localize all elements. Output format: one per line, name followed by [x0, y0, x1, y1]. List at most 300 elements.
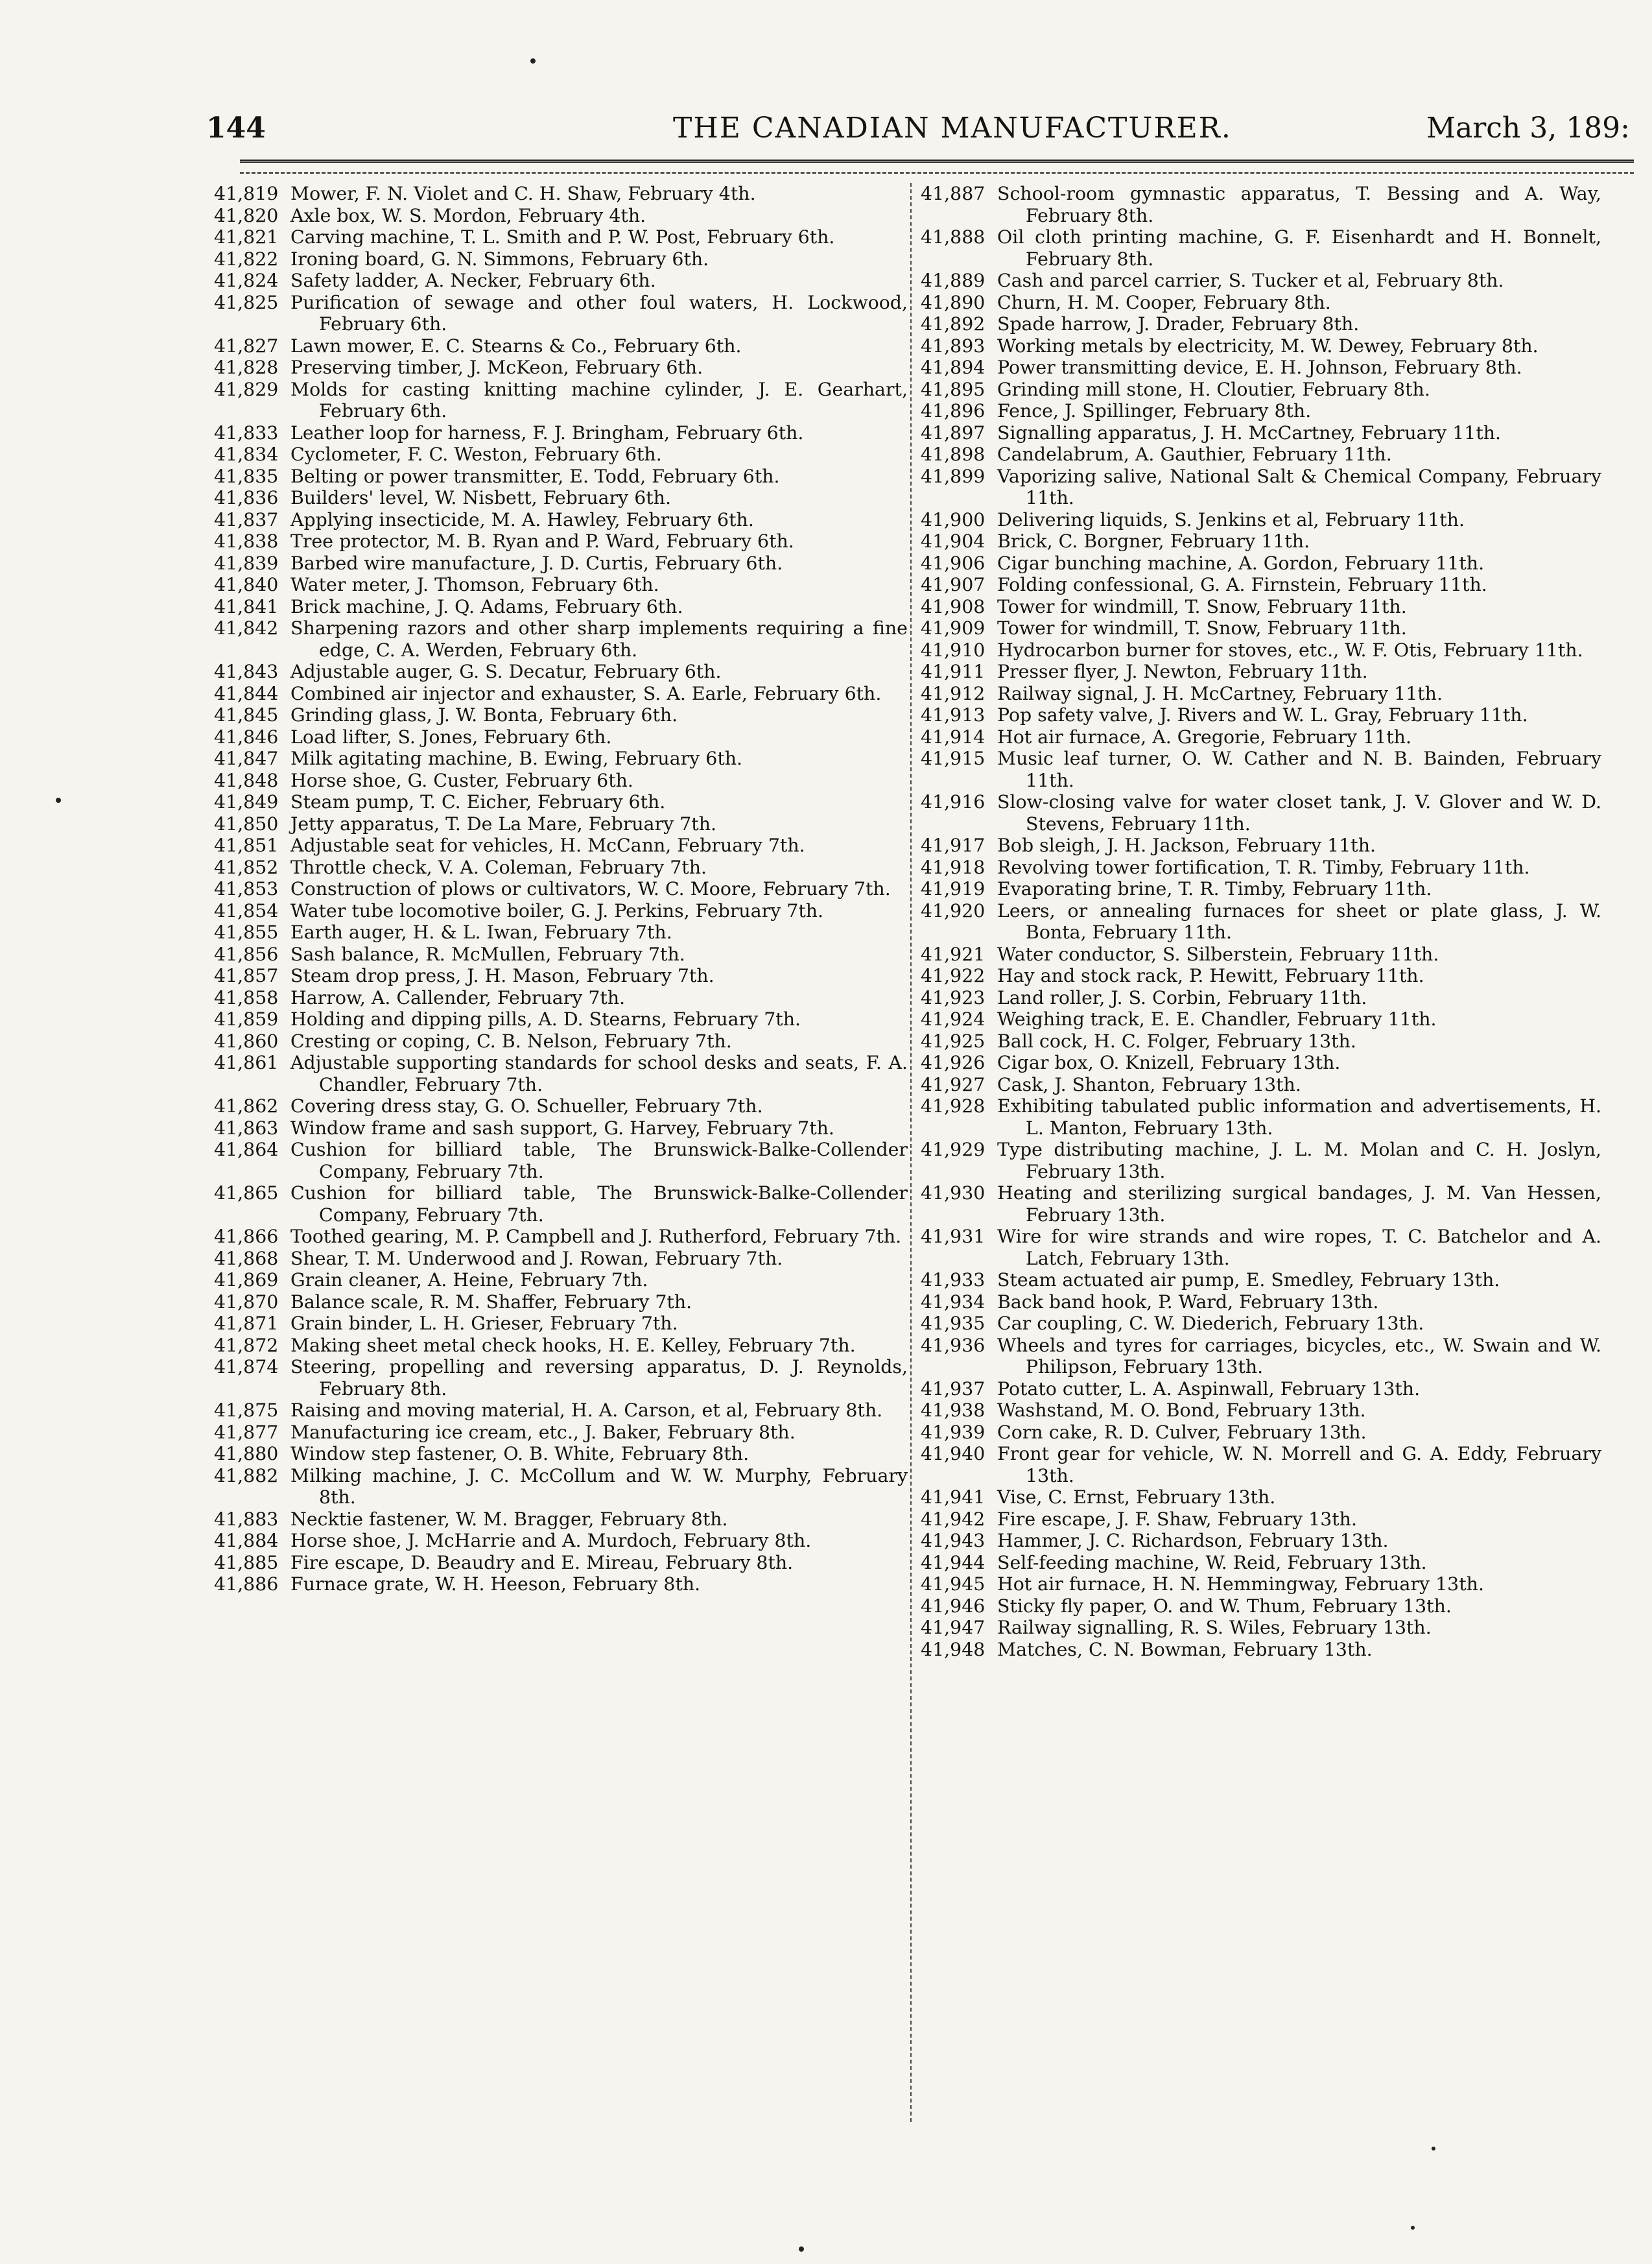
patent-entry — [921, 1508, 1601, 1531]
patent-number: 41,910 — [921, 639, 985, 661]
patent-entry — [214, 292, 908, 335]
patent-entry — [214, 509, 908, 531]
patent-entry — [214, 1031, 908, 1053]
patent-description: Cyclometer, F. C. Weston, February 6th. — [290, 444, 662, 465]
patent-description: Railway signalling, R. S. Wiles, February 13th. — [997, 1617, 1432, 1638]
patent-description: Hot air furnace, A. Gregorie, February 11th. — [997, 726, 1411, 748]
header-rule — [240, 160, 1634, 174]
patent-entry — [214, 791, 908, 813]
patent-description: Furnace grate, W. H. Heeson, February 8th. — [290, 1573, 701, 1595]
patent-entry — [214, 553, 908, 575]
patent-description: Tower for windmill, T. Snow, February 11th. — [997, 595, 1407, 617]
patent-description: Cushion for billiard table, The Brunswick-Balke-Collender Company, February 7th. — [290, 1182, 908, 1226]
patent-entry — [214, 683, 908, 705]
patent-entry — [921, 1139, 1601, 1182]
patent-number: 41,824 — [214, 270, 279, 291]
patent-number: 41,929 — [921, 1139, 985, 1160]
patent-number: 41,926 — [921, 1052, 985, 1073]
patent-number: 41,842 — [214, 617, 279, 639]
patent-description: Railway signal, J. H. McCartney, February 11th. — [997, 682, 1443, 704]
patent-number: 41,938 — [921, 1400, 985, 1421]
patent-number: 41,829 — [214, 378, 279, 400]
patent-description: Back band hook, P. Ward, February 13th. — [997, 1291, 1379, 1313]
patent-entry — [214, 1117, 908, 1139]
patent-number: 41,837 — [214, 508, 279, 530]
patent-number: 41,840 — [214, 574, 279, 595]
patent-number: 41,838 — [214, 530, 279, 552]
patent-entry — [921, 596, 1601, 618]
patent-description: Harrow, A. Callender, February 7th. — [290, 986, 626, 1008]
patent-number: 41,865 — [214, 1182, 279, 1204]
patent-number: 41,847 — [214, 748, 279, 769]
patent-entry — [921, 1335, 1601, 1378]
column-divider — [910, 183, 912, 2122]
patent-entry — [214, 1465, 908, 1508]
patent-number: 41,858 — [214, 986, 279, 1008]
patent-entry — [921, 313, 1601, 335]
patent-description: Delivering liquids, S. Jenkins et al, February 11th. — [997, 508, 1465, 530]
patent-description: Raising and moving material, H. A. Carson, et al, February 8th. — [290, 1400, 883, 1421]
patent-entry — [214, 704, 908, 726]
patent-entry — [921, 1422, 1601, 1444]
patent-description: Grain cleaner, A. Heine, February 7th. — [290, 1269, 648, 1291]
patent-number: 41,920 — [921, 900, 985, 922]
patent-number: 41,875 — [214, 1400, 279, 1421]
patent-description: Purification of sewage and other foul waters, H. Lockwood, February 6th. — [290, 291, 908, 335]
patent-entry — [921, 1639, 1601, 1661]
patent-entry — [214, 878, 908, 900]
patent-entry — [921, 857, 1601, 879]
patent-description: Steering, propelling and reversing apparatus, D. J. Reynolds, February 8th. — [290, 1356, 908, 1400]
patent-description: Cigar bunching machine, A. Gordon, February 11th. — [997, 552, 1485, 574]
patent-description: Vise, C. Ernst, February 13th. — [997, 1486, 1276, 1508]
patent-description: Water tube locomotive boiler, G. J. Perkins, February 7th. — [290, 900, 824, 922]
patent-number: 41,850 — [214, 813, 279, 835]
patent-number: 41,872 — [214, 1334, 279, 1356]
patent-entry — [921, 335, 1601, 357]
patent-description: Matches, C. N. Bowman, February 13th. — [997, 1638, 1373, 1660]
patent-number: 41,880 — [214, 1443, 279, 1464]
patent-description: Water meter, J. Thomson, February 6th. — [290, 574, 659, 595]
patent-number: 41,851 — [214, 835, 279, 856]
patent-number: 41,839 — [214, 552, 279, 574]
patent-description: Holding and dipping pills, A. D. Stearns, February 7th. — [290, 1008, 801, 1030]
patent-number: 41,941 — [921, 1486, 985, 1508]
patent-number: 41,886 — [214, 1573, 279, 1595]
patent-entry — [921, 1008, 1601, 1031]
patent-number: 41,864 — [214, 1139, 279, 1160]
patent-entry — [214, 530, 908, 553]
patent-description: Land roller, J. S. Corbin, February 11th. — [997, 986, 1367, 1008]
patent-description: Bob sleigh, J. H. Jackson, February 11th. — [997, 835, 1376, 856]
patent-description: School-room gymnastic apparatus, T. Bessing and A. Way, February 8th. — [997, 183, 1601, 226]
patent-description: Wire for wire strands and wire ropes, T. C. Batchelor and A. Latch, February 13th. — [997, 1226, 1601, 1269]
patent-description: Ironing board, G. N. Simmons, February 6th. — [290, 248, 709, 270]
patent-entry — [921, 270, 1601, 292]
patent-entry — [214, 487, 908, 509]
patent-entry — [214, 1552, 908, 1574]
patent-number: 41,896 — [921, 400, 985, 422]
patent-entry — [921, 1530, 1601, 1552]
patent-number: 41,863 — [214, 1117, 279, 1139]
patent-description: Spade harrow, J. Drader, February 8th. — [997, 313, 1360, 335]
patent-description: Axle box, W. S. Mordon, February 4th. — [290, 204, 646, 226]
patent-description: Grinding glass, J. W. Bonta, February 6th. — [290, 704, 678, 726]
patent-entry — [214, 617, 908, 661]
patent-number: 41,852 — [214, 856, 279, 878]
patent-description: Leather loop for harness, F. J. Bringham, February 6th. — [290, 422, 804, 444]
patent-number: 41,928 — [921, 1095, 985, 1117]
patent-entry — [214, 1508, 908, 1531]
patent-number: 41,846 — [214, 726, 279, 748]
patent-description: Heating and sterilizing surgical bandages, J. M. Van Hessen, February 13th. — [997, 1182, 1601, 1226]
patent-entry — [214, 1335, 908, 1357]
patent-number: 41,848 — [214, 769, 279, 791]
patent-entry — [214, 596, 908, 618]
patent-description: Fire escape, J. F. Shaw, February 13th. — [997, 1508, 1357, 1530]
patent-number: 41,944 — [921, 1551, 985, 1573]
patent-description: Grinding mill stone, H. Cloutier, February 8th. — [997, 378, 1430, 400]
patent-entry — [921, 944, 1601, 966]
patent-number: 41,834 — [214, 444, 279, 465]
patent-description: Wheels and tyres for carriages, bicycles, etc., W. Swain and W. Philipson, February 13th. — [997, 1334, 1601, 1377]
patent-number: 41,927 — [921, 1073, 985, 1095]
patent-number: 41,948 — [921, 1638, 985, 1660]
patent-description: Grain binder, L. H. Grieser, February 7th. — [290, 1313, 678, 1334]
publication-title: THE CANADIAN MANUFACTURER. — [673, 112, 1232, 145]
patent-entry — [214, 661, 908, 683]
patent-description: Revolving tower fortification, T. R. Timby, February 11th. — [997, 856, 1530, 878]
patent-entry — [214, 466, 908, 488]
patent-number: 41,919 — [921, 878, 985, 900]
patent-entry — [921, 466, 1601, 509]
patent-description: Adjustable auger, G. S. Decatur, February 6th. — [290, 661, 722, 682]
patent-entry — [214, 226, 908, 248]
patent-description: Hot air furnace, H. N. Hemmingway, February 13th. — [997, 1573, 1484, 1595]
patent-description: Combined air injector and exhauster, S. A. Earle, February 6th. — [290, 682, 882, 704]
patent-description: Molds for casting knitting machine cylinder, J. E. Gearhart, February 6th. — [290, 378, 908, 422]
patent-description: Necktie fastener, W. M. Bragger, February 8th. — [290, 1508, 728, 1530]
patent-number: 41,819 — [214, 183, 279, 204]
patent-description: Milk agitating machine, B. Ewing, February 6th. — [290, 748, 743, 769]
patent-number: 41,940 — [921, 1443, 985, 1464]
patent-entry — [214, 922, 908, 944]
patent-entry — [921, 509, 1601, 531]
patent-entry — [214, 574, 908, 596]
patent-description: Milking machine, J. C. McCollum and W. W. Murphy, February 8th. — [290, 1464, 908, 1508]
patent-number: 41,855 — [214, 922, 279, 943]
patent-number: 41,914 — [921, 726, 985, 748]
patent-number: 41,935 — [921, 1313, 985, 1334]
patent-description: Music leaf turner, O. W. Cather and N. B. Bainden, February 11th. — [997, 748, 1601, 791]
patent-entry — [921, 1182, 1601, 1226]
patent-number: 41,936 — [921, 1334, 985, 1356]
patent-number: 41,918 — [921, 856, 985, 878]
patent-entry — [921, 1031, 1601, 1053]
patent-entry — [214, 1095, 908, 1117]
patent-number: 41,933 — [921, 1269, 985, 1291]
patent-description: Applying insecticide, M. A. Hawley, February 6th. — [290, 508, 754, 530]
patent-description: Window step fastener, O. B. White, February 8th. — [290, 1443, 749, 1464]
patent-entry — [214, 944, 908, 966]
patent-description: Adjustable seat for vehicles, H. McCann, February 7th. — [290, 835, 805, 856]
patent-number: 41,820 — [214, 204, 279, 226]
patent-entry — [921, 422, 1601, 444]
patent-number: 41,923 — [921, 986, 985, 1008]
patent-description: Safety ladder, A. Necker, February 6th. — [290, 270, 656, 291]
patent-number: 41,883 — [214, 1508, 279, 1530]
patent-description: Toothed gearing, M. P. Campbell and J. Rutherford, February 7th. — [290, 1226, 902, 1247]
patent-description: Self-feeding machine, W. Reid, February 13th. — [997, 1551, 1427, 1573]
patent-description: Jetty apparatus, T. De La Mare, February 7th. — [290, 813, 717, 835]
patent-description: Fence, J. Spillinger, February 8th. — [997, 400, 1312, 422]
patent-entry — [214, 1226, 908, 1248]
patent-entry — [921, 639, 1601, 661]
patent-entry — [214, 379, 908, 422]
patent-number: 41,877 — [214, 1421, 279, 1443]
patent-entry — [214, 248, 908, 270]
patent-entry — [214, 1291, 908, 1313]
patent-entry — [921, 683, 1601, 705]
patent-description: Covering dress stay, G. O. Schueller, February 7th. — [290, 1095, 763, 1117]
patent-number: 41,841 — [214, 595, 279, 617]
patent-entry — [921, 1074, 1601, 1096]
patent-number: 41,942 — [921, 1508, 985, 1530]
patent-description: Hay and stock rack, P. Hewitt, February 11th. — [997, 965, 1424, 986]
patent-entry — [921, 1095, 1601, 1139]
patent-number: 41,900 — [921, 508, 985, 530]
patent-description: Corn cake, R. D. Culver, February 13th. — [997, 1421, 1367, 1443]
patent-number: 41,909 — [921, 617, 985, 639]
patent-number: 41,835 — [214, 465, 279, 487]
patent-number: 41,895 — [921, 378, 985, 400]
patent-entry — [921, 530, 1601, 553]
patent-description: Signalling apparatus, J. H. McCartney, February 11th. — [997, 422, 1502, 444]
patent-entry — [921, 400, 1601, 422]
patent-number: 41,868 — [214, 1247, 279, 1269]
patent-description: Power transmitting device, E. H. Johnson, February 8th. — [997, 357, 1522, 378]
patent-entry — [921, 1617, 1601, 1639]
patent-description: Working metals by electricity, M. W. Dewey, February 8th. — [997, 335, 1539, 357]
patent-description: Adjustable supporting standards for school desks and seats, F. A. Chandler, February 7th. — [290, 1052, 908, 1095]
patent-description: Builders' level, W. Nisbett, February 6th. — [290, 487, 672, 508]
patent-description: Manufacturing ice cream, etc., J. Baker, February 8th. — [290, 1421, 796, 1443]
patent-description: Oil cloth printing machine, G. F. Eisenhardt and H. Bonnelt, February 8th. — [997, 226, 1601, 270]
patent-entry — [921, 1313, 1601, 1335]
patent-number: 41,889 — [921, 270, 985, 291]
patent-number: 41,827 — [214, 335, 279, 357]
patent-entry — [921, 292, 1601, 314]
patent-description: Evaporating brine, T. R. Timby, February 11th. — [997, 878, 1432, 900]
patent-number: 41,828 — [214, 357, 279, 378]
patent-entry — [921, 1573, 1601, 1595]
patent-entry — [921, 900, 1601, 944]
patent-entry — [214, 422, 908, 444]
patent-number: 41,882 — [214, 1464, 279, 1486]
patent-description: Presser flyer, J. Newton, February 11th. — [997, 661, 1368, 682]
patent-description: Mower, F. N. Violet and C. H. Shaw, February 4th. — [290, 183, 756, 204]
patent-entry — [921, 661, 1601, 683]
patent-entry — [214, 1269, 908, 1291]
patent-entry — [214, 444, 908, 466]
print-speck — [1432, 2147, 1435, 2151]
patent-number: 41,884 — [214, 1530, 279, 1551]
issue-date: March 3, 189: — [1426, 112, 1630, 145]
patent-entry — [921, 965, 1601, 987]
patent-number: 41,915 — [921, 748, 985, 769]
patent-description: Steam drop press, J. H. Mason, February 7th. — [290, 965, 714, 986]
patent-number: 41,893 — [921, 335, 985, 357]
page-number: 144 — [206, 112, 266, 145]
print-speck — [530, 58, 536, 64]
patent-entry — [214, 1356, 908, 1400]
patent-description: Cigar box, O. Knizell, February 13th. — [997, 1052, 1341, 1073]
patent-entry — [921, 1486, 1601, 1508]
patent-description: Type distributing machine, J. L. M. Molan and C. H. Joslyn, February 13th. — [997, 1139, 1601, 1182]
patent-description: Sash balance, R. McMullen, February 7th. — [290, 943, 685, 965]
page-header — [206, 109, 1649, 148]
patent-number: 41,931 — [921, 1226, 985, 1247]
patent-number: 41,844 — [214, 682, 279, 704]
patent-entry — [214, 1008, 908, 1031]
patent-description: Earth auger, H. & L. Iwan, February 7th. — [290, 922, 672, 943]
patent-description: Preserving timber, J. McKeon, February 6th. — [290, 357, 703, 378]
patent-description: Folding confessional, G. A. Firnstein, February 11th. — [997, 574, 1487, 595]
patent-entry — [214, 270, 908, 292]
patent-number: 41,857 — [214, 965, 279, 986]
patent-entry — [214, 748, 908, 770]
patent-number: 41,916 — [921, 791, 985, 813]
patent-entry — [214, 857, 908, 879]
print-speck — [799, 2246, 804, 2252]
patent-description: Barbed wire manufacture, J. D. Curtis, February 6th. — [290, 552, 783, 574]
patent-number: 41,856 — [214, 943, 279, 965]
patent-list-right-column — [921, 183, 1601, 1660]
patent-number: 41,849 — [214, 791, 279, 813]
patent-number: 41,899 — [921, 465, 985, 487]
patent-entry — [214, 726, 908, 748]
patent-description: Carving machine, T. L. Smith and P. W. Post, February 6th. — [290, 226, 835, 248]
patent-number: 41,943 — [921, 1530, 985, 1551]
print-speck — [1411, 2226, 1415, 2230]
patent-number: 41,939 — [921, 1421, 985, 1443]
patent-number: 41,897 — [921, 422, 985, 444]
patent-entry — [214, 900, 908, 922]
patent-description: Shear, T. M. Underwood and J. Rowan, February 7th. — [290, 1247, 783, 1269]
patent-entry — [921, 1552, 1601, 1574]
patent-description: Pop safety valve, J. Rivers and W. L. Gray, February 11th. — [997, 704, 1528, 726]
patent-number: 41,925 — [921, 1030, 985, 1052]
patent-entry — [921, 1269, 1601, 1291]
patent-description: Sticky fly paper, O. and W. Thum, February 13th. — [997, 1595, 1452, 1617]
patent-entry — [214, 1573, 908, 1595]
patent-description: Hammer, J. C. Richardson, February 13th. — [997, 1530, 1389, 1551]
patent-number: 41,874 — [214, 1356, 279, 1377]
patent-number: 41,853 — [214, 878, 279, 900]
patent-description: Tree protector, M. B. Ryan and P. Ward, February 6th. — [290, 530, 794, 552]
patent-entry — [921, 379, 1601, 401]
patent-entry — [214, 770, 908, 792]
patent-entry — [921, 1443, 1601, 1486]
patent-entry — [921, 1226, 1601, 1269]
patent-entry — [214, 1400, 908, 1422]
patent-description: Brick machine, J. Q. Adams, February 6th. — [290, 595, 683, 617]
patent-entry — [921, 444, 1601, 466]
patent-entry — [214, 335, 908, 357]
patent-entry — [921, 1378, 1601, 1400]
patent-number: 41,937 — [921, 1377, 985, 1400]
patent-description: Car coupling, C. W. Diederich, February 13th. — [997, 1313, 1424, 1334]
patent-entry — [214, 357, 908, 379]
patent-description: Potato cutter, L. A. Aspinwall, February 13th. — [997, 1377, 1421, 1400]
patent-number: 41,869 — [214, 1269, 279, 1291]
patent-description: Brick, C. Borgner, February 11th. — [997, 530, 1310, 552]
patent-number: 41,825 — [214, 291, 279, 313]
patent-description: Washstand, M. O. Bond, February 13th. — [997, 1400, 1366, 1421]
patent-description: Throttle check, V. A. Coleman, February 7th. — [290, 856, 707, 878]
patent-number: 41,871 — [214, 1313, 279, 1334]
patent-list-left-column — [214, 183, 908, 1595]
patent-description: Load lifter, S. Jones, February 6th. — [290, 726, 612, 748]
patent-number: 41,908 — [921, 595, 985, 617]
patent-entry — [921, 1400, 1601, 1422]
patent-entry — [921, 748, 1601, 791]
patent-description: Steam pump, T. C. Eicher, February 6th. — [290, 791, 666, 813]
patent-entry — [214, 1139, 908, 1182]
patent-number: 41,917 — [921, 835, 985, 856]
patent-number: 41,822 — [214, 248, 279, 270]
patent-description: Lawn mower, E. C. Stearns & Co., February 6th. — [290, 335, 742, 357]
patent-entry — [921, 1291, 1601, 1313]
patent-number: 41,946 — [921, 1595, 985, 1617]
patent-number: 41,888 — [921, 226, 985, 248]
patent-description: Weighing track, E. E. Chandler, February 11th. — [997, 1008, 1437, 1030]
patent-number: 41,913 — [921, 704, 985, 726]
patent-entry — [214, 987, 908, 1009]
print-speck — [56, 798, 61, 803]
patent-number: 41,860 — [214, 1030, 279, 1052]
patent-description: Hydrocarbon burner for stoves, etc., W. F. Otis, February 11th. — [997, 639, 1583, 661]
patent-description: Ball cock, H. C. Folger, February 13th. — [997, 1030, 1356, 1052]
patent-entry — [921, 704, 1601, 726]
patent-entry — [921, 226, 1601, 270]
patent-description: Leers, or annealing furnaces for sheet or plate glass, J. W. Bonta, February 11th. — [997, 900, 1601, 943]
patent-description: Steam actuated air pump, E. Smedley, February 13th. — [997, 1269, 1500, 1291]
patent-number: 41,885 — [214, 1551, 279, 1573]
patent-number: 41,833 — [214, 422, 279, 444]
patent-number: 41,866 — [214, 1226, 279, 1247]
patent-number: 41,922 — [921, 965, 985, 986]
patent-entry — [214, 835, 908, 857]
patent-description: Front gear for vehicle, W. N. Morrell and G. A. Eddy, February 13th. — [997, 1443, 1601, 1486]
patent-entry — [214, 1248, 908, 1270]
patent-entry — [921, 357, 1601, 379]
patent-number: 41,836 — [214, 487, 279, 508]
patent-number: 41,911 — [921, 661, 985, 682]
patent-entry — [214, 1052, 908, 1095]
patent-entry — [214, 1182, 908, 1226]
patent-entry — [214, 813, 908, 835]
patent-number: 41,870 — [214, 1291, 279, 1313]
patent-description: Churn, H. M. Cooper, February 8th. — [997, 291, 1331, 313]
patent-description: Balance scale, R. M. Shaffer, February 7th. — [290, 1291, 692, 1313]
patent-number: 41,921 — [921, 943, 985, 965]
patent-entry — [921, 726, 1601, 748]
patent-number: 41,945 — [921, 1573, 985, 1595]
patent-number: 41,862 — [214, 1095, 279, 1117]
patent-description: Fire escape, D. Beaudry and E. Mireau, February 8th. — [290, 1551, 794, 1573]
patent-entry — [214, 1443, 908, 1465]
